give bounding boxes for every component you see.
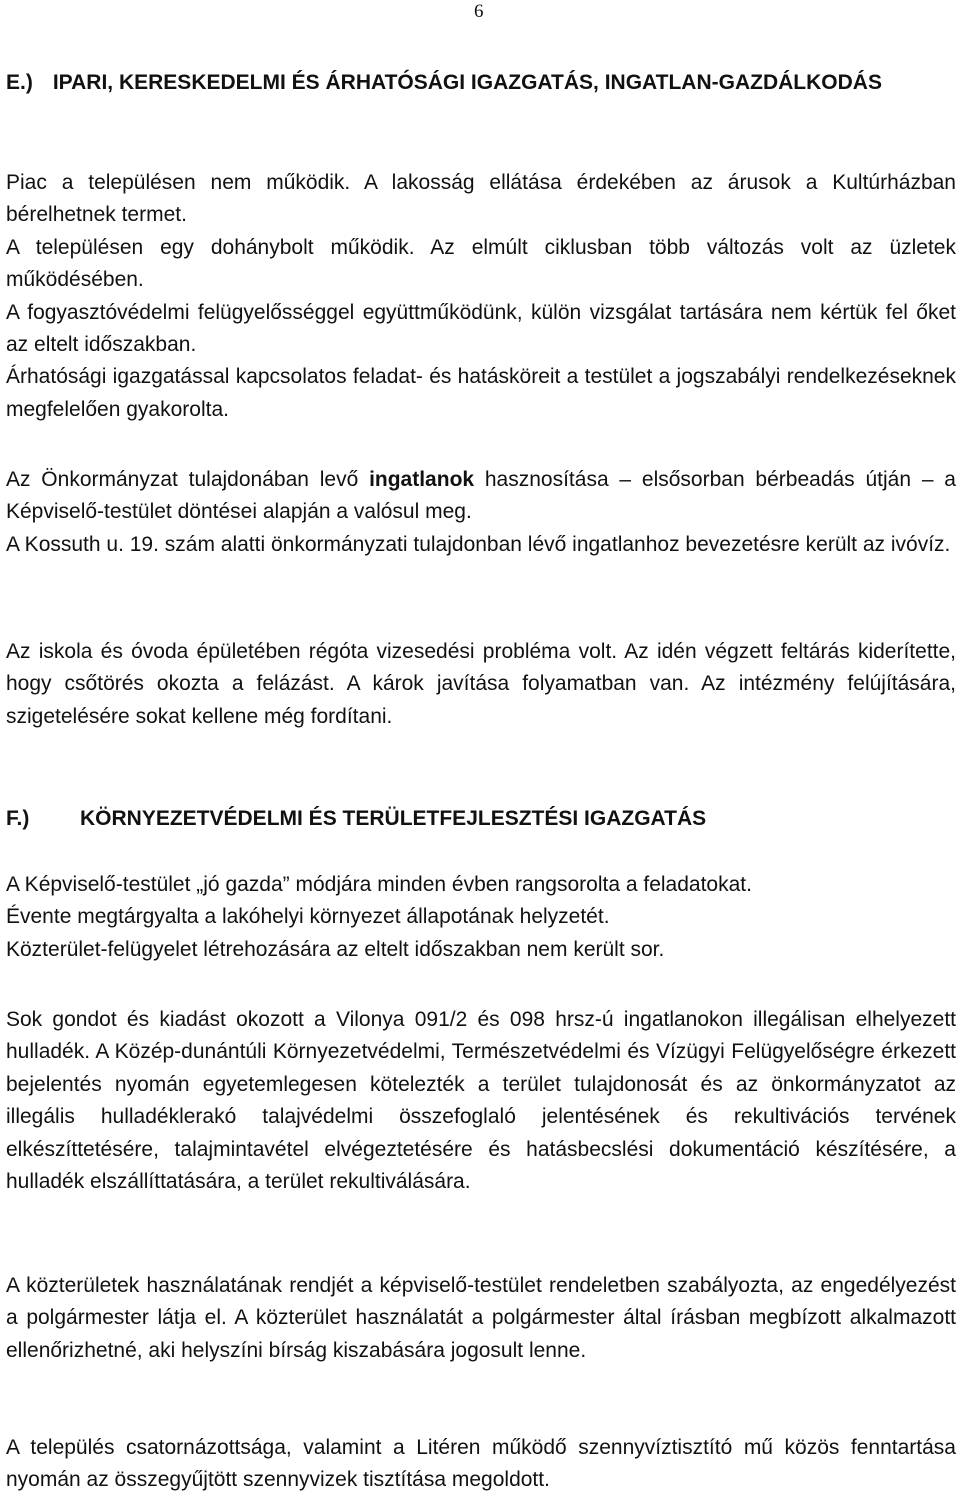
section-f-waste-block xyxy=(6,1004,956,1198)
paragraph: Az iskola és óvoda épületében régóta vizesedési probléma volt. Az idén végzett feltárás kiderítette, hogy csőtörés okozta a felázást. A károk javítása folyamatban van. Az intézmény felújítására, szigetelésére sokat kellene még fordítani. xyxy=(6,640,956,728)
page-number: 6 xyxy=(474,1,484,22)
section-f-number: F.) xyxy=(6,807,30,830)
section-e-title: IPARI, KERESKEDELMI ÉS ÁRHATÓSÁGI IGAZGATÁS, INGATLAN-GAZDÁLKODÁS xyxy=(52,71,882,94)
paragraph: A Képviselő-testület „jó gazda” módjára minden évben rangsorolta a feladatokat. xyxy=(6,873,752,896)
section-e-market-block xyxy=(6,167,956,426)
paragraph: A közterületek használatának rendjét a képviselő-testület rendeletben szabályozta, az engedélyezést a polgármester látja el. A közterület használatát a polgármester által írásban megbízott alkalmazott ellenőrizhetné, aki helyszíni bírság kiszabására jogosult lenne. xyxy=(6,1274,956,1362)
text-run: hasznosítása – elsősorban bérbeadás útján – a Képviselő-testület döntései alapján a valósul meg. xyxy=(6,468,956,524)
section-f-public-space-block xyxy=(6,1270,956,1367)
section-e-heading xyxy=(6,66,954,100)
section-f-council-block xyxy=(6,869,956,966)
paragraph: A Kossuth u. 19. szám alatti önkormányzati tulajdonban lévő ingatlanhoz bevezetésre került az ivóvíz. xyxy=(6,532,951,556)
paragraph: Évente megtárgyalta a lakóhelyi környezet állapotának helyzetét. xyxy=(6,905,610,929)
paragraph: Közterület-felügyelet létrehozására az eltelt időszakban nem került sor. xyxy=(6,937,665,961)
paragraph: A település csatornázottsága, valamint a Litéren működő szennyvíztisztító mű közös fenntartása nyomán az összegyűjtött szennyvizek tisztítása megoldott. xyxy=(6,1436,956,1492)
paragraph: A településen egy dohánybolt működik. Az elmúlt ciklusban több változás volt az üzletek működésében. xyxy=(6,235,956,292)
text-run: Az Önkormányzat tulajdonában levő xyxy=(6,468,370,491)
section-e-school-block xyxy=(6,636,956,733)
paragraph: Piac a településen nem működik. A lakosság ellátása érdekében az árusok a Kultúrházban bérelhetnek termet. xyxy=(6,171,956,227)
section-f-sewage-block xyxy=(6,1432,956,1497)
paragraph xyxy=(6,464,956,529)
section-f-heading xyxy=(6,802,954,836)
section-e-number: E.) xyxy=(6,71,33,94)
bold-term: ingatlanok xyxy=(369,468,475,491)
paragraph: Sok gondot és kiadást okozott a Vilonya 091/2 és 098 hrsz-ú ingatlanokon illegálisan elhelyezett hulladék. A Közép-dunántúli Környezetvédelmi, Természetvédelmi és Vízügyi Felügyelőségre érkezett bejelentés nyomán egyetemlegesen kötelezték a terület tulajdonosát és az önkormányzatot az illegális hulladéklerakó talajvédelmi összefoglaló jelentésének és rekultivációs tervének elkészíttetésére, talajmintavétel elvégeztetésére és hatásbecslési dokumentáció készítésére, a hulladék elszállíttatására, a terület rekultiválására. xyxy=(6,1008,956,1194)
paragraph: Árhatósági igazgatással kapcsolatos feladat- és hatásköreit a testület a jogszabályi rendelkezéseknek megfelelően gyakorolta. xyxy=(6,365,956,421)
section-f-title: KÖRNYEZETVÉDELMI ÉS TERÜLETFEJLESZTÉSI IGAZGATÁS xyxy=(80,807,707,830)
section-e-property-block xyxy=(6,464,956,561)
paragraph: A fogyasztóvédelmi felügyelősséggel együttműködünk, külön vizsgálat tartására nem kértük fel őket az eltelt időszakban. xyxy=(6,300,956,357)
